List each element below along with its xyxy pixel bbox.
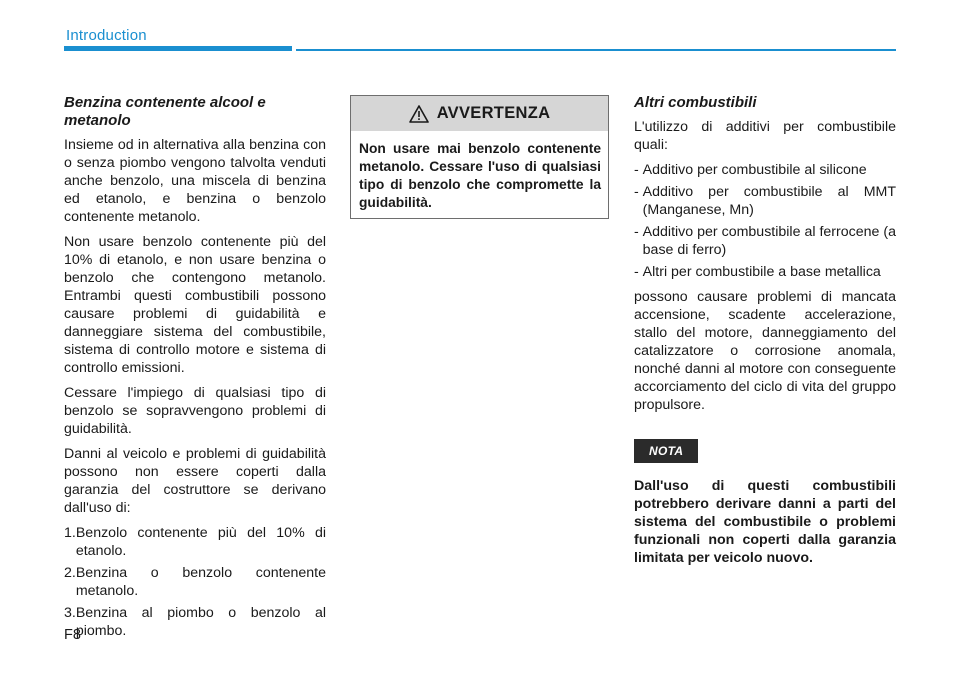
nota-text: Dall'uso di questi combustibili potrebbero derivare danni a parti del sistema del combustibile o problemi funzionali non coperti dalla garanzia limitata per veicolo nuovo. bbox=[634, 478, 896, 566]
header-rule-thin bbox=[296, 49, 896, 51]
list-text: Additivo per combustibile al MMT (Manganese, Mn) bbox=[642, 184, 896, 218]
right-column bbox=[634, 94, 896, 574]
section-header-title: Introduction bbox=[66, 27, 147, 44]
list-marker: - bbox=[634, 162, 643, 178]
warning-title: AVVERTENZA bbox=[436, 104, 551, 122]
list-item bbox=[634, 263, 896, 281]
list-item bbox=[64, 524, 326, 560]
right-bullet-list bbox=[634, 161, 896, 281]
warning-text: Non usare mai benzolo contenente metanolo. Cessare l'uso di qualsiasi tipo di benzolo che compromette la guidabilità. bbox=[359, 141, 601, 210]
warning-box bbox=[350, 95, 609, 219]
list-text: Additivo per combustibile al ferrocene (a base di ferro) bbox=[642, 224, 896, 258]
list-marker: - bbox=[634, 184, 643, 200]
left-heading: Benzina contenente alcool e metanolo bbox=[64, 94, 266, 129]
list-text: Additivo per combustibile al silicone bbox=[642, 162, 867, 178]
right-intro: L'utilizzo di additivi per combustibile quali: bbox=[634, 119, 896, 153]
nota-badge: NOTA bbox=[634, 439, 698, 463]
list-item bbox=[634, 223, 896, 259]
list-marker: - bbox=[634, 264, 643, 280]
list-item bbox=[634, 183, 896, 219]
left-column bbox=[64, 94, 326, 647]
list-text: Benzolo contenente più del 10% di etanolo. bbox=[75, 525, 326, 559]
page-number: F8 bbox=[64, 627, 81, 643]
list-text: Benzina o benzolo contenente metanolo. bbox=[75, 565, 326, 599]
left-paragraph-1: Insieme od in alternativa alla benzina con o senza piombo vengono talvolta venduti anche benzolo, una miscela di benzina ed etanolo, e benzina o benzolo contenente metanolo. bbox=[64, 137, 326, 225]
left-paragraph-4: Danni al veicolo e problemi di guidabilità possono non essere coperti dalla garanzia del costruttore se derivano dall'uso di: bbox=[64, 446, 326, 516]
warning-triangle-icon bbox=[409, 105, 429, 123]
list-marker: 1. bbox=[64, 525, 76, 541]
left-paragraph-2: Non usare benzolo contenente più del 10% di etanolo, e non usare benzina o benzolo che contengono metanolo. Entrambi questi combustibili possono causare problemi di guidabilità e danneggiare sistema del combustibile, sistema di controllo motore e sistema di controllo emissioni. bbox=[64, 234, 326, 376]
warning-header bbox=[351, 96, 608, 131]
right-outro: possono causare problemi di mancata accensione, scadente accelerazione, stallo del motore, danneggiamento del catalizzatore o corrosione anomala, nonché danni al motore con conseguente accorciamento del ciclo di vita del gruppo propulsore. bbox=[634, 289, 896, 413]
list-marker: - bbox=[634, 224, 643, 240]
list-marker: 2. bbox=[64, 565, 76, 581]
list-item bbox=[64, 604, 326, 640]
list-item bbox=[634, 161, 896, 179]
left-paragraph-3: Cessare l'impiego di qualsiasi tipo di benzolo se sopravvengono problemi di guidabilità. bbox=[64, 385, 326, 437]
left-numbered-list bbox=[64, 524, 326, 640]
right-heading: Altri combustibili bbox=[634, 94, 757, 111]
list-text: Altri per combustibile a base metallica bbox=[642, 264, 881, 280]
list-item bbox=[64, 564, 326, 600]
header-rule-thick bbox=[64, 46, 292, 51]
list-marker: 3. bbox=[64, 605, 76, 621]
list-text: Benzina al piombo o benzolo al piombo. bbox=[75, 605, 326, 639]
